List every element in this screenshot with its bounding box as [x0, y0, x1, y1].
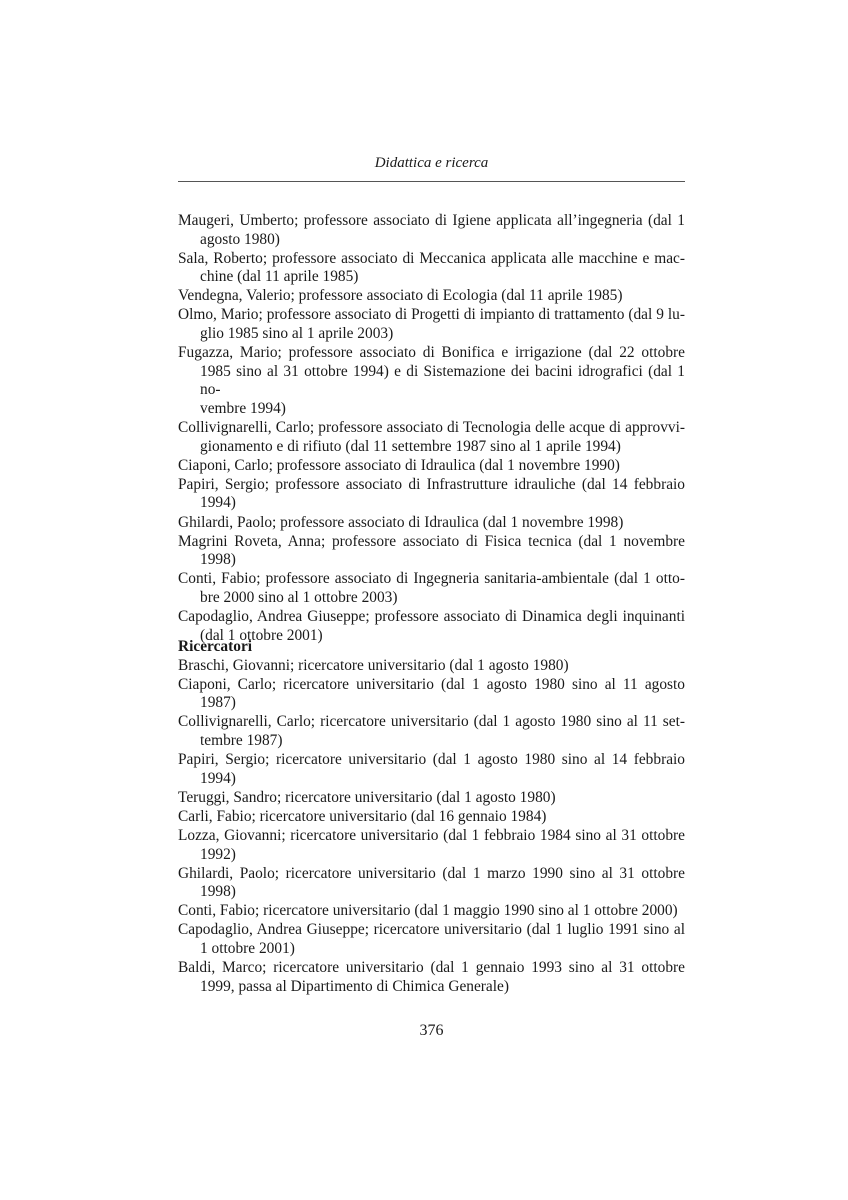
entry-line: Ciaponi, Carlo; professore associato di Idraulica (dal 1 novembre 1990)	[178, 456, 620, 474]
list-item	[178, 212, 685, 249]
list-item	[178, 570, 685, 607]
entry-line: Vendegna, Valerio; professore associato di Ecologia (dal 11 aprile 1985)	[178, 287, 623, 305]
entry-line: 1998)	[200, 883, 236, 901]
entry-line: 1 ottobre 2001)	[200, 940, 295, 957]
running-header: Didattica e ricerca	[374, 155, 489, 171]
entry-line: Conti, Fabio; professore associato di Ingegneria sanitaria-ambientale (dal 1 otto-	[178, 570, 685, 588]
entry-line: Conti, Fabio; ricercatore universitario (dal 1 maggio 1990 sino al 1 ottobre 2000)	[178, 902, 678, 920]
list-item	[178, 306, 685, 343]
list-item	[178, 959, 685, 996]
entry-line: Magrini Roveta, Anna; professore associato di Fisica tecnica (dal 1 novembre	[178, 532, 685, 550]
page-number: 376	[419, 1022, 444, 1039]
list-item	[178, 533, 685, 570]
entry-line: Ghilardi, Paolo; professore associato di Idraulica (dal 1 novembre 1998)	[178, 513, 624, 531]
list-item	[178, 808, 685, 827]
entry-line: chine (dal 11 aprile 1985)	[200, 268, 359, 286]
entry-line: agosto 1980)	[200, 230, 280, 248]
list-item	[178, 921, 685, 958]
entry-line: 1994)	[200, 769, 236, 787]
ricercatori-list	[178, 657, 685, 997]
entry-line: vembre 1994)	[200, 399, 286, 417]
entry-line: Braschi, Giovanni; ricercatore universitario (dal 1 agosto 1980)	[178, 656, 569, 674]
header-rule	[178, 181, 685, 182]
entry-line: bre 2000 sino al 1 ottobre 2003)	[200, 588, 398, 606]
list-item	[178, 250, 685, 287]
entry-line: Capodaglio, Andrea Giuseppe; ricercatore universitario (dal 1 luglio 1991 sino al	[178, 921, 685, 939]
entry-line: Collivignarelli, Carlo; ricercatore universitario (dal 1 agosto 1980 sino al 11 set-	[178, 713, 685, 731]
entry-line: 1999, passa al Dipartimento di Chimica Generale)	[200, 977, 510, 995]
entry-line: 1985 sino al 31 ottobre 1994) e di Sistemazione dei bacini idrografici (dal 1 no-	[200, 362, 685, 399]
list-item	[178, 713, 685, 750]
entry-line: Maugeri, Umberto; professore associato di Igiene applicata all’ingegneria (dal 1	[178, 212, 685, 229]
section-heading: Ricercatori	[178, 638, 253, 655]
list-item	[178, 676, 685, 713]
list-item	[178, 902, 685, 921]
entry-line: Fugazza, Mario; professore associato di Bonifica e irrigazione (dal 22 ottobre	[178, 344, 685, 362]
entry-line: 1994)	[200, 494, 236, 512]
list-item	[178, 827, 685, 864]
ricercatori-section	[178, 638, 685, 997]
entry-line: gionamento e di rifiuto (dal 11 settembre 1987 sino al 1 aprile 1994)	[200, 437, 621, 455]
entry-line: Ciaponi, Carlo; ricercatore universitario (dal 1 agosto 1980 sino al 11 agosto	[178, 675, 685, 693]
entry-line: Sala, Roberto; professore associato di Meccanica applicata alle macchine e mac-	[178, 249, 685, 267]
entry-line: 1992)	[200, 845, 236, 863]
list-item	[178, 865, 685, 902]
entry-line: (dal 1 ottobre 2001)	[200, 626, 323, 644]
list-item	[178, 751, 685, 788]
entry-line: Collivignarelli, Carlo; professore associato di Tecnologia delle acque di approvvi-	[178, 419, 685, 437]
entry-line: Papiri, Sergio; professore associato di Infrastrutture idrauliche (dal 14 febbraio	[178, 475, 685, 493]
list-item	[178, 789, 685, 808]
entry-line: Olmo, Mario; professore associato di Progetti di impianto di trattamento (dal 9 lu-	[178, 306, 685, 324]
entry-line: Ghilardi, Paolo; ricercatore universitario (dal 1 marzo 1990 sino al 31 ottobre	[178, 864, 685, 882]
entry-line: glio 1985 sino al 1 aprile 2003)	[200, 325, 394, 343]
list-item	[178, 657, 685, 676]
list-item	[178, 514, 685, 533]
list-item	[178, 344, 685, 418]
entry-line: Carli, Fabio; ricercatore universitario (dal 16 gennaio 1984)	[178, 807, 547, 825]
list-item	[178, 419, 685, 456]
entry-line: Papiri, Sergio; ricercatore universitario (dal 1 agosto 1980 sino al 14 febbraio	[178, 751, 685, 769]
entry-line: Baldi, Marco; ricercatore universitario (dal 1 gennaio 1993 sino al 31 ottobre	[178, 959, 685, 977]
entry-line: Capodaglio, Andrea Giuseppe; professore associato di Dinamica degli inquinanti	[178, 607, 685, 625]
entry-line: tembre 1987)	[200, 731, 283, 749]
entry-line: Teruggi, Sandro; ricercatore universitario (dal 1 agosto 1980)	[178, 788, 556, 806]
entry-line: Lozza, Giovanni; ricercatore universitario (dal 1 febbraio 1984 sino al 31 ottobre	[178, 826, 685, 844]
associati-list	[178, 212, 685, 646]
list-item	[178, 287, 685, 306]
list-item	[178, 476, 685, 513]
entry-line: 1987)	[200, 694, 236, 712]
entry-line: 1998)	[200, 551, 236, 569]
list-item	[178, 457, 685, 476]
